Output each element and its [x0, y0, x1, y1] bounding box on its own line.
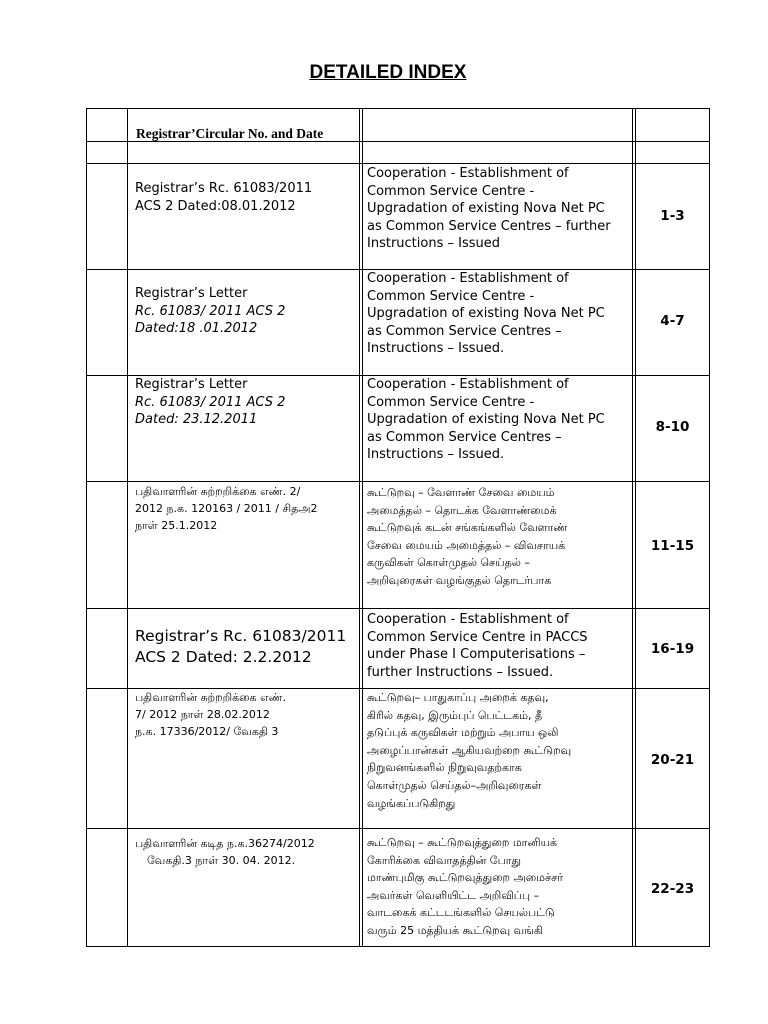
- table-rule: [362, 108, 363, 946]
- table-rule: [86, 163, 710, 164]
- table-rule: [86, 828, 710, 829]
- table-rule: [86, 108, 710, 109]
- row-6-pages: 20-21: [650, 752, 695, 768]
- table-rule: [86, 108, 87, 946]
- header-circular: Registrar’Circular No. and Date: [136, 126, 324, 141]
- row-3-circular: Registrar’s Letter Rc. 61083/ 2011 ACS 2 Dated: 23.12.2011: [135, 377, 286, 427]
- row-4-subject: கூட்டுறவு – வேளாண் சேவை மையம் அமைத்தல் – தொடக்க வேளாண்மைக் கூட்டுறவுக் கடன் சங்கங்களில் வேளாண் சேவை மையம் அமைத்தல் – விவசாயக் கருவிகள் கொள்முதல் செய்தல் – அறிவுரைகள் வழங்குதல் தொடர்பாக: [367, 486, 568, 587]
- row-6-subject: கூட்டுறவு– பாதுகாப்பு அறைக் கதவு, கிரில் கதவு, இரும்புப் பெட்டகம், தீ தடுப்புக் கருவிகள் மற்றும் அபாய ஒலி அழைப்பான்கள் ஆகியவற்றை கூட்டுறவு நிறுவனங்களில் நிறுவுவதற்காக கொள்முதல் செய்தல்–அறிவுரைகள் வழங்கப்படுகிறது: [367, 691, 572, 810]
- row-1-circular: Registrar’s Rc. 61083/2011 ACS 2 Dated:08.01.2012: [135, 181, 313, 214]
- table-rule: [86, 946, 710, 947]
- table-rule: [635, 108, 636, 946]
- document-title: DETAILED INDEX: [309, 62, 467, 83]
- row-5-subject: Cooperation - Establishment of Common Service Centre in PACCS under Phase I Computerisations – further Instructions – Issued.: [367, 612, 588, 680]
- row-7-subject: கூட்டுறவு – கூட்டுறவுத்துறை மானியக் கோரிக்கை விவாதத்தின் போது மாண்புமிகு கூட்டுறவுத்துறை அமைச்சர் அவர்கள் வெளியிட்ட அறிவிப்பு – வாடகைக் கட்டடங்களில் செயல்பட்டு வரும் 25 மத்தியக் கூட்டுறவு வங்கி: [367, 836, 563, 937]
- row-3-subject: Cooperation - Establishment of Common Service Centre - Upgradation of existing Nova Net PC as Common Service Centres – Instructions – Issued.: [367, 377, 605, 463]
- table-rule: [359, 108, 360, 946]
- table-rule: [632, 108, 633, 946]
- row-2-subject: Cooperation - Establishment of Common Service Centre - Upgradation of existing Nova Net PC as Common Service Centres – Instructions – Issued.: [367, 271, 605, 357]
- row-4-circular: பதிவாளரின் சுற்றறிக்கை எண். 2/ 2012 ந.க. 120163 / 2011 / சிதஅ2 நாள் 25.1.2012: [135, 485, 318, 532]
- row-2-pages: 4-7: [660, 313, 685, 329]
- row-1-pages: 1-3: [660, 208, 685, 224]
- row-7-pages: 22-23: [650, 881, 695, 897]
- table-rule: [709, 108, 710, 946]
- table-rule: [127, 108, 128, 946]
- table-rule: [86, 481, 710, 482]
- row-5-pages: 16-19: [650, 641, 695, 657]
- row-6-circular: பதிவாளரின் சுற்றறிக்கை எண். 7/ 2012 நாள் 28.02.2012 ந.க. 17336/2012/ வேகதி 3: [135, 691, 287, 738]
- row-2-circular: Registrar’s Letter Rc. 61083/ 2011 ACS 2 Dated:18 .01.2012: [135, 286, 286, 336]
- table-rule: [86, 608, 710, 609]
- row-3-pages: 8-10: [655, 419, 690, 435]
- row-1-subject: Cooperation - Establishment of Common Service Centre - Upgradation of existing Nova Net PC as Common Service Centres – further Instructions – Issued: [367, 166, 611, 252]
- row-7-circular: பதிவாளரின் கடித ந.க.36274/2012 வேகதி.3 நாள் 30. 04. 2012.: [135, 837, 315, 867]
- row-5-circular: Registrar’s Rc. 61083/2011 ACS 2 Dated: 2.2.2012: [135, 627, 347, 666]
- row-4-pages: 11-15: [650, 538, 695, 554]
